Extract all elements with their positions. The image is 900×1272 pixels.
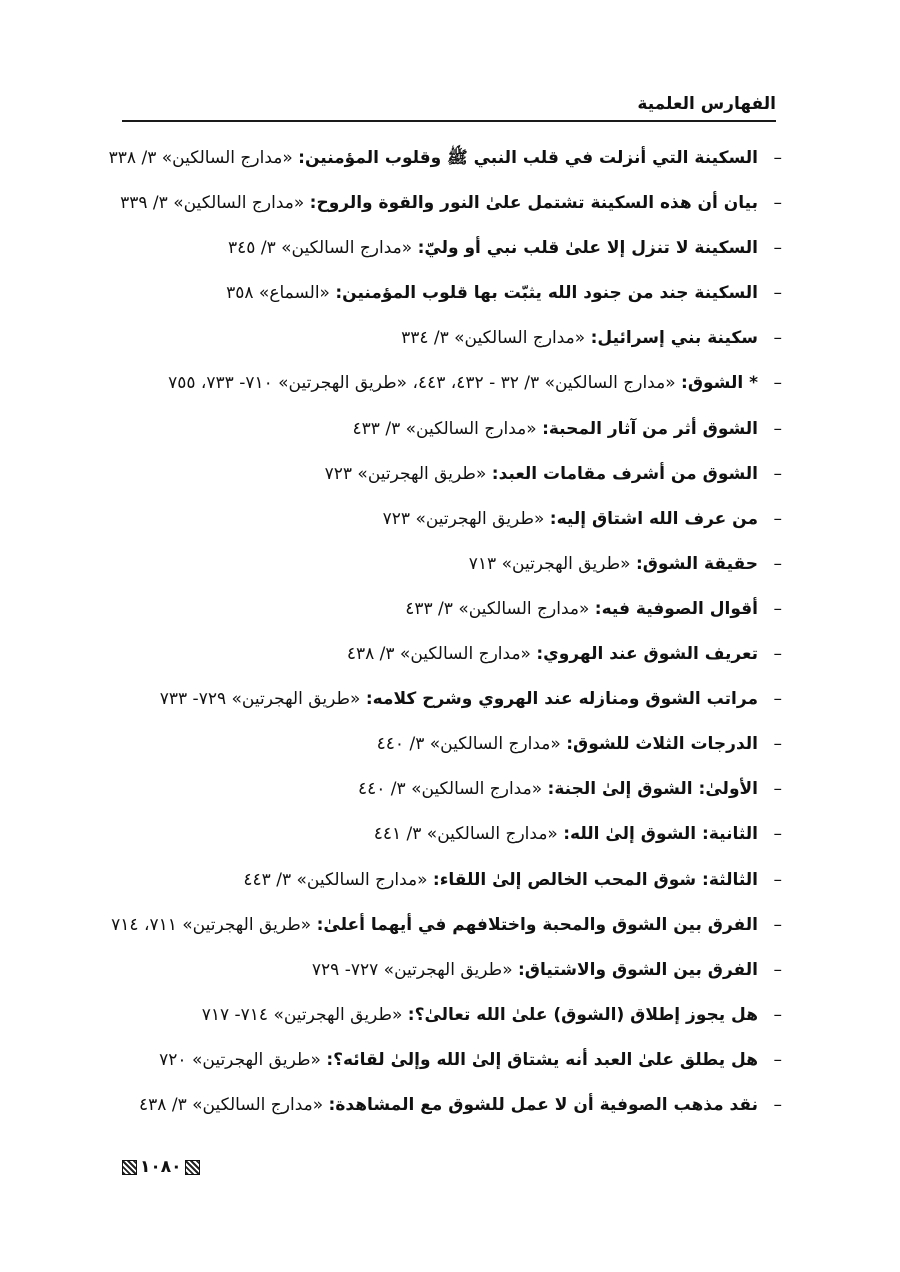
- entry-reference: «مدارج السالكين» ٣/ ٣٢ - ٤٣٢، ٤٤٣، «طريق الهجرتين» ٧١٠- ٧٣٣، ٧٥٥: [168, 373, 682, 394]
- dash-bullet: –: [773, 553, 782, 574]
- entry-topic: الأولىٰ: الشوق إلىٰ الجنة:: [547, 779, 758, 800]
- index-entry: [118, 1038, 782, 1083]
- dash-bullet: –: [773, 463, 782, 484]
- running-title: الفهارس العلمية: [637, 94, 776, 114]
- dash-bullet: –: [773, 689, 782, 710]
- index-entry: [108, 136, 782, 181]
- entry-topic: هل يجوز إطلاق (الشوق) علىٰ الله تعالىٰ؟:: [407, 1004, 758, 1025]
- index-entry: [118, 677, 782, 722]
- entry-reference: «مدارج السالكين» ٣/ ٤٤٠: [357, 779, 548, 800]
- index-entry: [118, 587, 782, 632]
- entry-topic: أقوال الصوفية فيه:: [594, 598, 758, 619]
- index-entry: [118, 361, 782, 406]
- index-entry: [118, 181, 782, 226]
- entry-topic: السكينة جند من جنود الله يثبّت بها قلوب المؤمنين:: [335, 283, 758, 304]
- dash-bullet: –: [773, 734, 782, 755]
- index-entries-list: [108, 136, 782, 1128]
- entry-topic: * الشوق:: [681, 373, 758, 394]
- index-entry: [118, 767, 782, 812]
- entry-reference: «طريق الهجرتين» ٧٢٣: [324, 463, 492, 484]
- entry-topic: الشوق من أشرف مقامات العبد:: [491, 463, 758, 484]
- entry-topic: الفرق بين الشوق والمحبة واختلافهم في أيهما أعلىٰ:: [316, 914, 758, 935]
- entry-reference: «مدارج السالكين» ٣/ ٣٤٥: [228, 238, 418, 259]
- entry-reference: «مدارج السالكين» ٣/ ٣٣٩: [120, 193, 310, 214]
- entry-topic: السكينة التي أنزلت في قلب النبي ﷺ وقلوب المؤمنين:: [298, 148, 758, 168]
- page-number: ١٠٨٠: [140, 1157, 182, 1177]
- dash-bullet: –: [773, 238, 782, 259]
- entry-reference: «طريق الهجرتين» ٧١٣: [468, 553, 636, 574]
- page-header: [122, 92, 776, 122]
- entry-topic: بيان أن هذه السكينة تشتمل علىٰ النور والقوة والروح:: [309, 193, 758, 214]
- entry-topic: نقد مذهب الصوفية أن لا عمل للشوق مع المشاهدة:: [328, 1094, 758, 1115]
- dash-bullet: –: [773, 373, 782, 394]
- dash-bullet: –: [773, 328, 782, 349]
- dash-bullet: –: [773, 1094, 782, 1115]
- index-entry: [111, 903, 782, 948]
- entry-topic: تعريف الشوق عند الهروي:: [536, 644, 758, 665]
- index-entry: [118, 632, 782, 677]
- index-entry: [118, 452, 782, 497]
- entry-reference: «السماع» ٣٥٨: [226, 283, 336, 304]
- entry-reference: «مدارج السالكين» ٣/ ٤٣٣: [405, 598, 595, 619]
- entry-reference: «مدارج السالكين» ٣/ ٤٤٣: [243, 869, 433, 890]
- dash-bullet: –: [773, 824, 782, 845]
- entry-topic: الشوق أثر من آثار المحبة:: [542, 418, 758, 439]
- entry-topic: هل يطلق علىٰ العبد أنه يشتاق إلىٰ الله وإلىٰ لقائه؟:: [326, 1049, 758, 1070]
- index-entry: [118, 226, 782, 271]
- entry-reference: «طريق الهجرتين» ٧٢٧- ٧٢٩: [311, 959, 518, 980]
- entry-reference: «مدارج السالكين» ٣/ ٤٤١: [373, 824, 564, 845]
- entry-reference: «مدارج السالكين» ٣/ ٤٤٠: [376, 734, 567, 755]
- index-entry: [118, 1083, 782, 1128]
- entry-reference: «مدارج السالكين» ٣/ ٤٣٨: [139, 1094, 329, 1115]
- entry-topic: مراتب الشوق ومنازله عند الهروي وشرح كلامه:: [365, 689, 758, 710]
- index-entry: [118, 993, 782, 1038]
- dash-bullet: –: [773, 418, 782, 439]
- entry-topic: الدرجات الثلاث للشوق:: [566, 734, 758, 755]
- ornament-icon: [122, 1160, 137, 1175]
- index-entry: [118, 948, 782, 993]
- dash-bullet: –: [773, 644, 782, 665]
- entry-topic: الفرق بين الشوق والاشتياق:: [518, 959, 758, 980]
- dash-bullet: –: [773, 1049, 782, 1070]
- dash-bullet: –: [773, 1004, 782, 1025]
- entry-topic: من عرف الله اشتاق إليه:: [549, 508, 758, 529]
- index-entry: [118, 497, 782, 542]
- dash-bullet: –: [773, 914, 782, 935]
- index-entry: [118, 407, 782, 452]
- entry-reference: «مدارج السالكين» ٣/ ٣٣٨: [108, 148, 299, 168]
- entry-reference: «طريق الهجرتين» ٧٢٣: [382, 508, 550, 529]
- entry-topic: سكينة بني إسرائيل:: [590, 328, 758, 349]
- index-entry: [118, 271, 782, 316]
- dash-bullet: –: [773, 283, 782, 304]
- ornament-icon: [185, 1160, 200, 1175]
- dash-bullet: –: [773, 148, 782, 168]
- entry-reference: «مدارج السالكين» ٣/ ٣٣٤: [401, 328, 591, 349]
- page-footer: [122, 1155, 200, 1179]
- entry-reference: «طريق الهجرتين» ٧٢٠: [159, 1049, 327, 1070]
- dash-bullet: –: [773, 508, 782, 529]
- dash-bullet: –: [773, 869, 782, 890]
- entry-reference: «مدارج السالكين» ٣/ ٤٣٣: [352, 418, 543, 439]
- index-entry: [118, 722, 782, 767]
- entry-topic: حقيقة الشوق:: [635, 553, 758, 574]
- entry-topic: الثانية: الشوق إلىٰ الله:: [563, 824, 758, 845]
- entry-topic: الثالثة: شوق المحب الخالص إلىٰ اللقاء:: [432, 869, 758, 890]
- entry-reference: «طريق الهجرتين» ٧١١، ٧١٤: [111, 914, 317, 935]
- index-entry: [118, 316, 782, 361]
- index-entry: [118, 542, 782, 587]
- dash-bullet: –: [773, 598, 782, 619]
- entry-topic: السكينة لا تنزل إلا علىٰ قلب نبي أو وليّ:: [417, 238, 758, 259]
- entry-reference: «مدارج السالكين» ٣/ ٤٣٨: [346, 644, 537, 665]
- entry-reference: «طريق الهجرتين» ٧١٤- ٧١٧: [201, 1004, 408, 1025]
- index-entry: [118, 858, 782, 903]
- index-entry: [118, 812, 782, 857]
- dash-bullet: –: [773, 959, 782, 980]
- entry-reference: «طريق الهجرتين» ٧٢٩- ٧٣٣: [159, 689, 366, 710]
- dash-bullet: –: [773, 193, 782, 214]
- dash-bullet: –: [773, 779, 782, 800]
